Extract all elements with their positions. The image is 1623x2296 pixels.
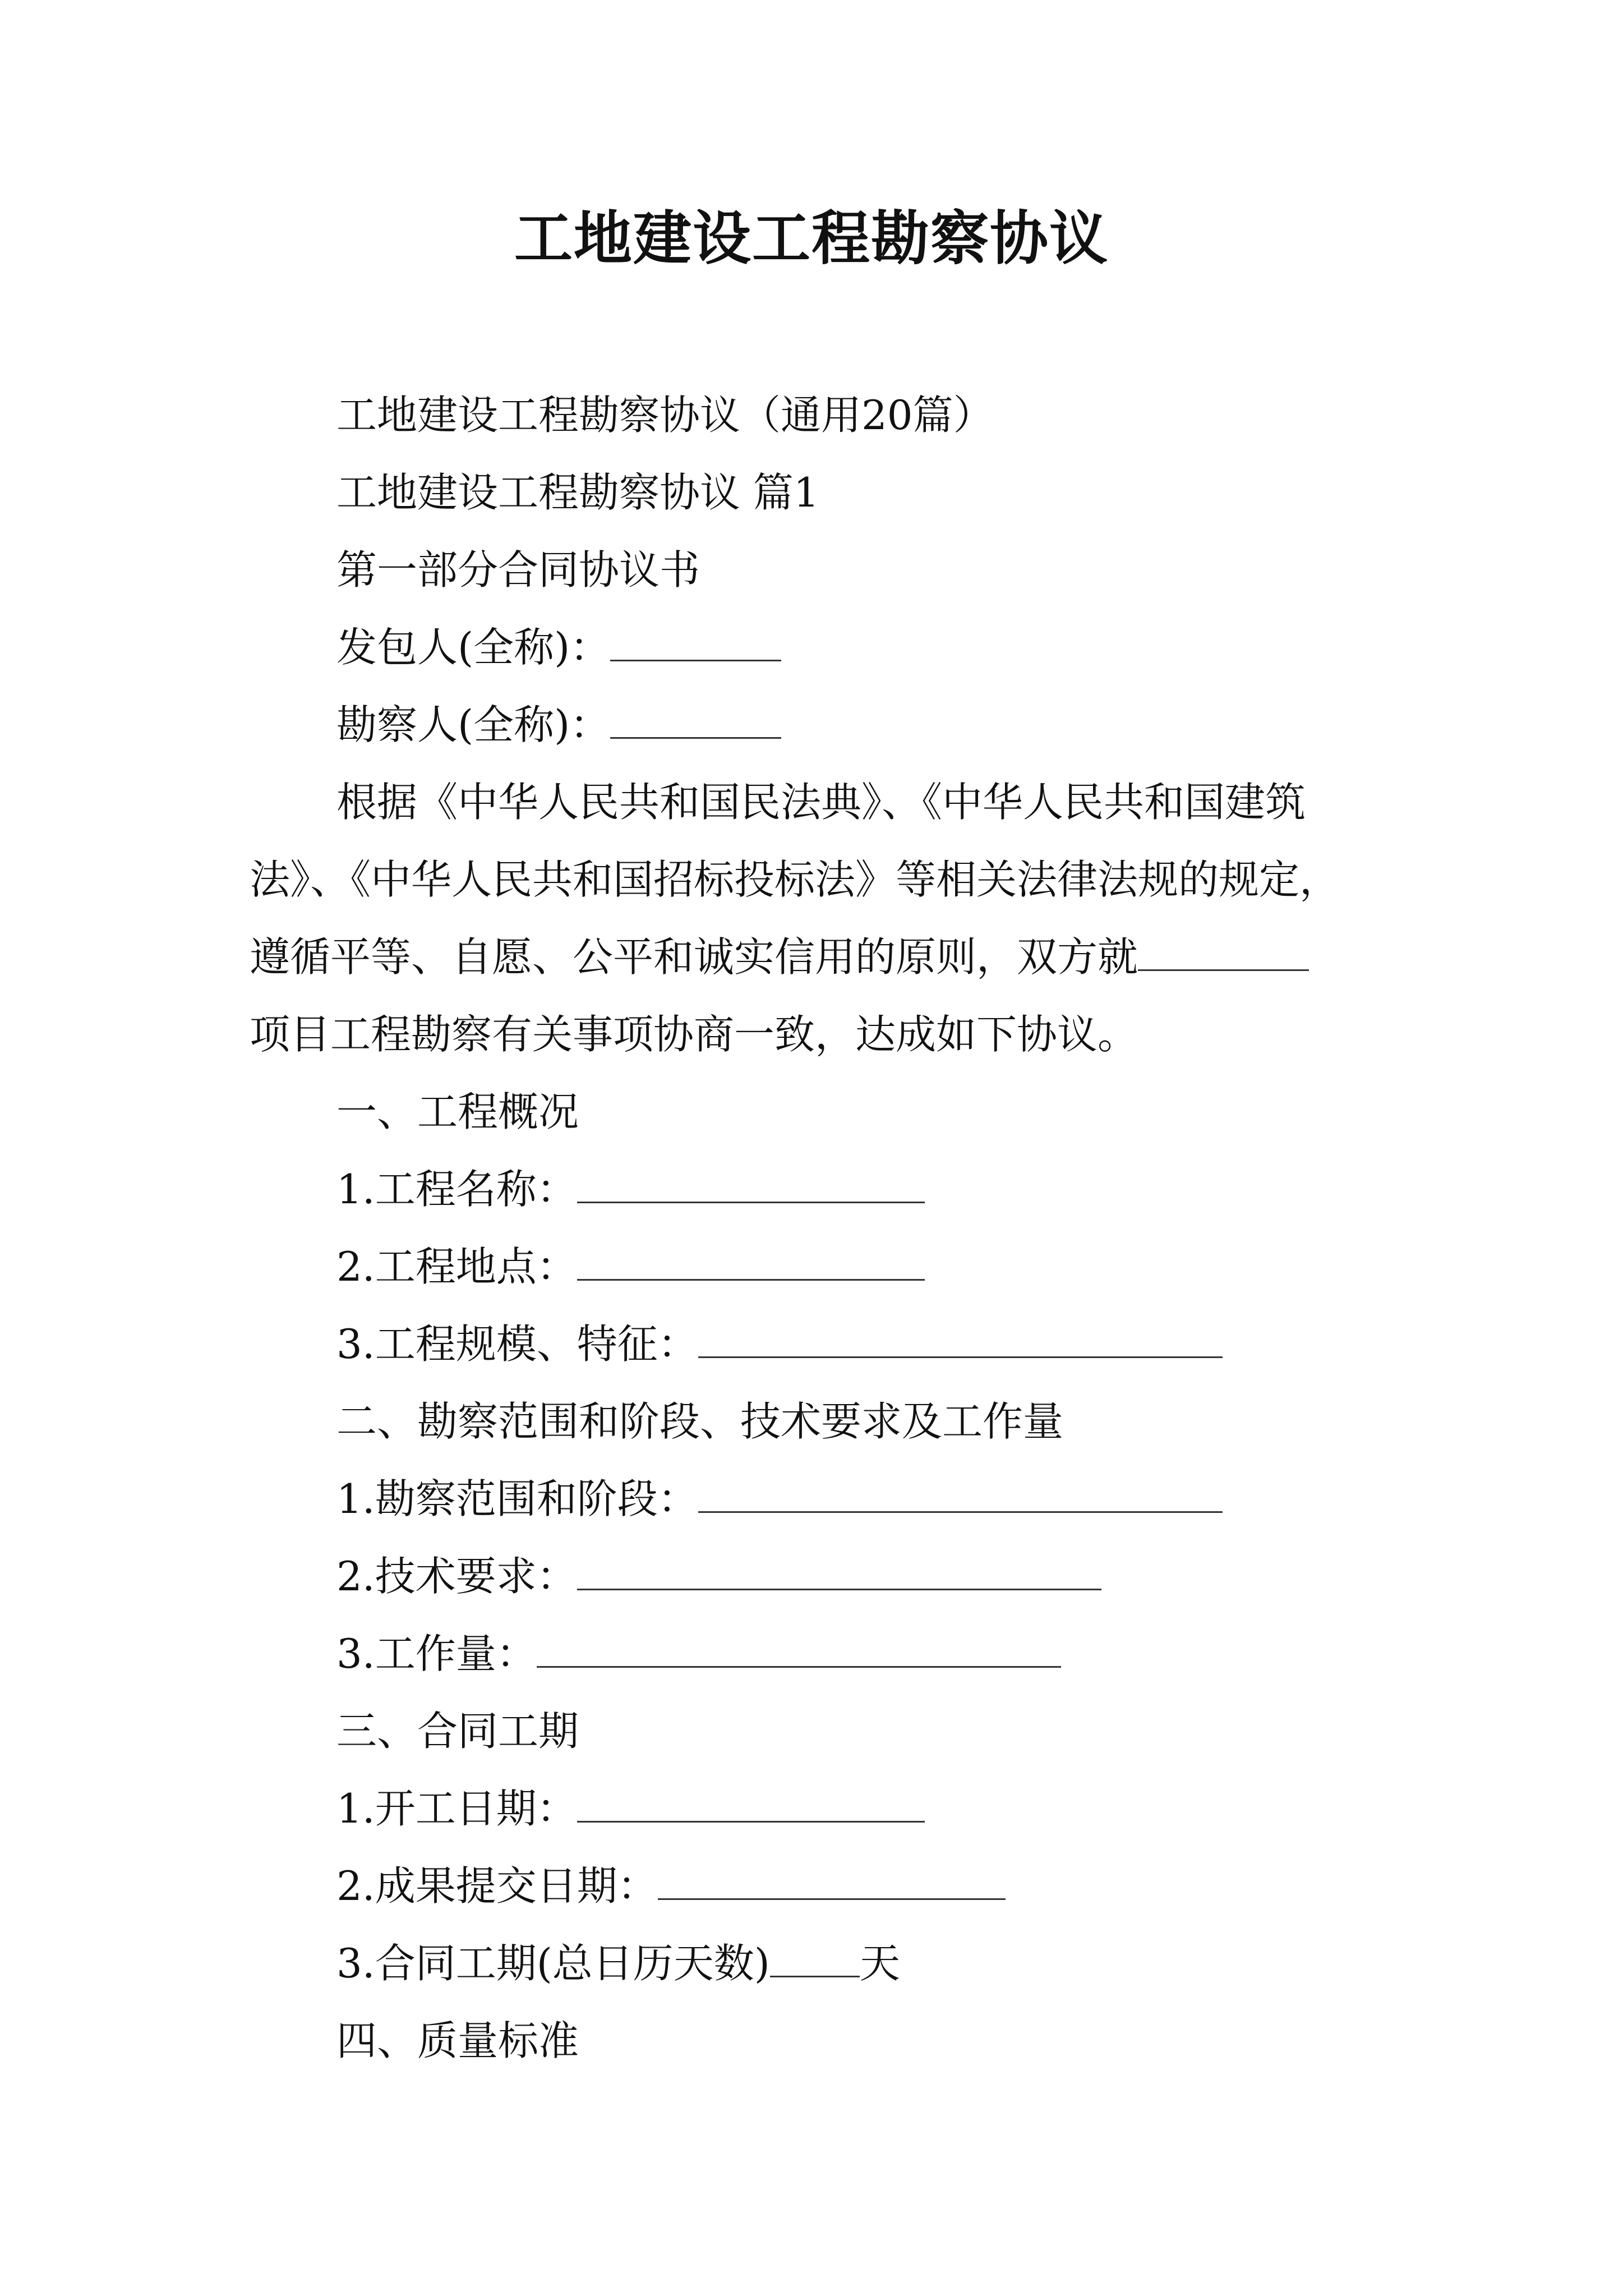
paragraph-text: 遵循平等、自愿、公平和诚实信用的原则，双方就 — [250, 933, 1138, 981]
party-a-blank — [610, 620, 781, 661]
total-days-label: 3.合同工期(总日历天数) — [336, 1940, 770, 1987]
party-b-label: 勘察人(全称)： — [336, 701, 611, 748]
total-days-blank — [770, 1936, 860, 1977]
party-a-label: 发包人(全称)： — [336, 624, 611, 671]
project-location-line — [336, 1239, 925, 1295]
workload-label: 3.工作量： — [336, 1630, 537, 1677]
workload-line — [336, 1626, 1061, 1682]
document-title: 工地建设工程勘察协议 — [514, 204, 1109, 273]
project-scale-blank — [698, 1317, 1223, 1358]
total-days-line — [336, 1935, 900, 1991]
workload-blank — [537, 1627, 1061, 1668]
tech-req-blank — [577, 1549, 1101, 1590]
paragraph-line: 项目工程勘察有关事项协商一致，达成如下协议。 — [250, 1011, 1138, 1058]
paragraph-line: 根据《中华人民共和国民法典》、《中华人民共和国建筑 — [336, 779, 1306, 826]
project-location-label: 2.工程地点： — [336, 1243, 577, 1290]
project-location-blank — [577, 1240, 925, 1281]
deliver-date-blank — [658, 1859, 1006, 1900]
tech-req-label: 2.技术要求： — [336, 1553, 577, 1600]
deliver-date-label: 2.成果提交日期： — [336, 1862, 658, 1910]
heading-overview: 一、工程概况 — [336, 1088, 579, 1135]
paragraph-line — [250, 929, 1309, 985]
party-a-line — [336, 619, 781, 675]
paragraph-line: 法》、《中华人民共和国招标投标法》等相关法律法规的规定， — [250, 856, 1340, 903]
scope-stage-label: 1.勘察范围和阶段： — [336, 1475, 698, 1522]
party-b-line — [336, 697, 781, 753]
heading-period: 三、合同工期 — [336, 1708, 579, 1755]
start-date-label: 1.开工日期： — [336, 1785, 577, 1832]
project-blank — [1138, 930, 1309, 971]
project-scale-label: 3.工程规模、特征： — [336, 1320, 698, 1368]
project-name-line — [336, 1161, 925, 1217]
deliver-date-line — [336, 1858, 1006, 1914]
start-date-blank — [577, 1782, 925, 1823]
heading-scope: 二、勘察范围和阶段、技术要求及工作量 — [336, 1398, 1064, 1445]
party-b-blank — [610, 698, 781, 739]
document-subtitle: 工地建设工程勘察协议（通用20篇） — [336, 392, 994, 439]
tech-req-line — [336, 1548, 1101, 1604]
part-one-heading: 第一部分合同协议书 — [336, 546, 700, 593]
heading-quality: 四、质量标准 — [336, 2017, 579, 2064]
scope-stage-blank — [698, 1472, 1223, 1513]
project-name-label: 1.工程名称： — [336, 1166, 577, 1213]
scope-stage-line — [336, 1471, 1223, 1527]
start-date-line — [336, 1780, 925, 1837]
project-scale-line — [336, 1316, 1223, 1372]
section-heading: 工地建设工程勘察协议 篇1 — [336, 469, 819, 516]
total-days-unit: 天 — [859, 1940, 900, 1987]
project-name-blank — [577, 1162, 925, 1203]
